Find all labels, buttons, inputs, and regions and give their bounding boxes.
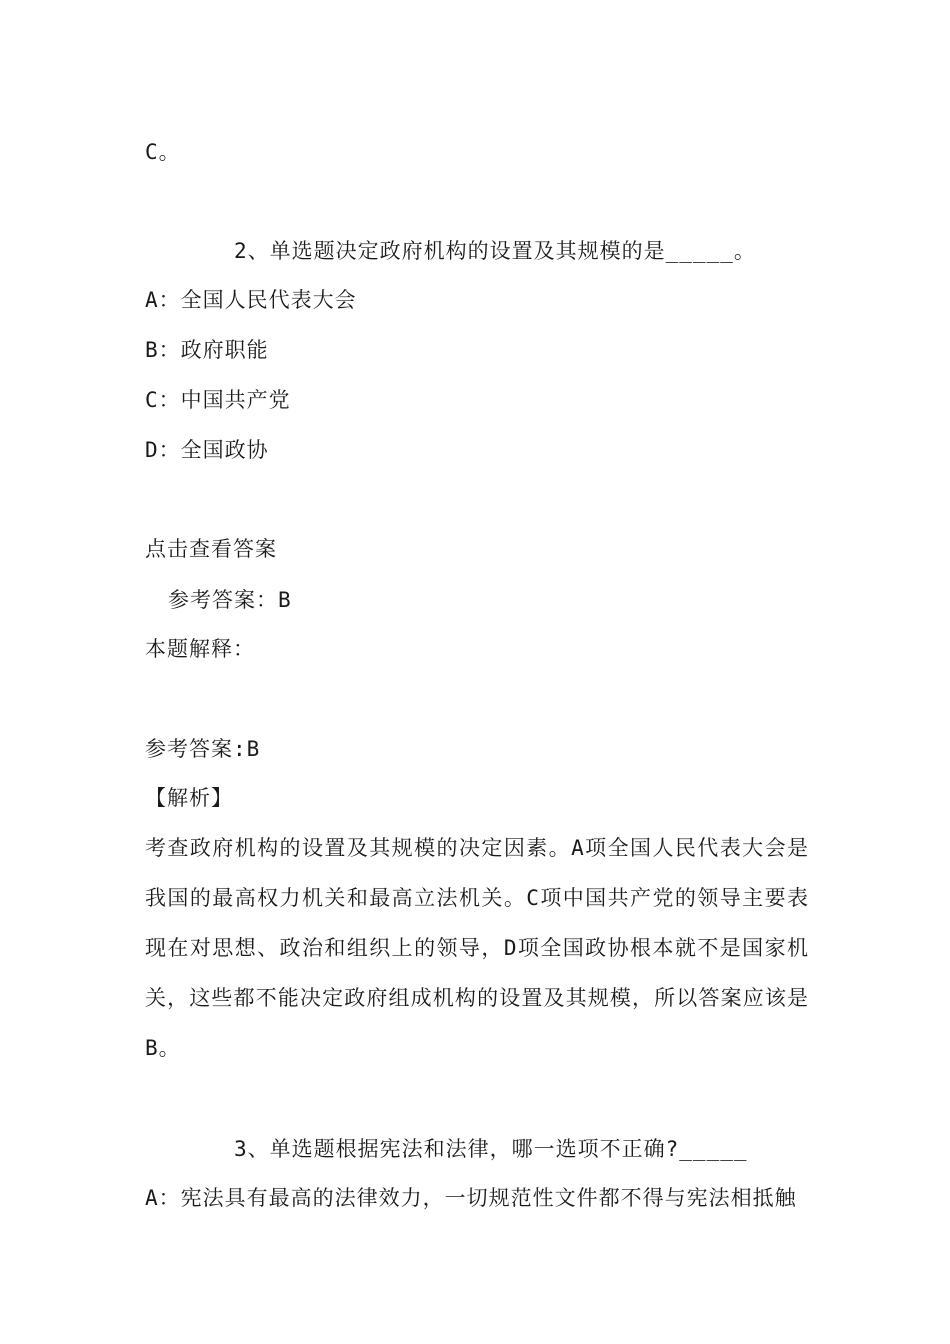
- analysis-tag: 【解析】: [145, 786, 233, 810]
- option-d: D：全国政协: [145, 438, 269, 462]
- question-title: 2、单选题决定政府机构的设置及其规模的是_____。: [234, 239, 756, 263]
- option-a: A：宪法具有最高的法律效力，一切规范性文件都不得与宪法相抵触: [145, 1186, 797, 1210]
- reference-answer: 参考答案：B: [168, 588, 292, 612]
- analysis-text: 考查政府机构的设置及其规模的决定因素。A项全国人民代表大会是我国的最高权力机关和最高立法机关。C项中国共产党的领导主要表现在对思想、政治和组织上的领导，D项全国政协根本就不是国家机关，这些都不能决定政府组成机构的设置及其规模，所以答案应该是B。: [145, 836, 809, 1060]
- option-c: C：中国共产党: [145, 388, 291, 412]
- option-b: B：政府职能: [145, 338, 269, 362]
- show-answer-link[interactable]: 点击查看答案: [145, 537, 277, 561]
- option-a: A：全国人民代表大会: [145, 288, 357, 312]
- explanation-label: 本题解释：: [145, 637, 255, 661]
- reference-answer-repeat: 参考答案:B: [145, 737, 261, 761]
- question-title: 3、单选题根据宪法和法律，哪一选项不正确?_____: [234, 1137, 748, 1161]
- previous-answer-tail: C。: [145, 140, 181, 164]
